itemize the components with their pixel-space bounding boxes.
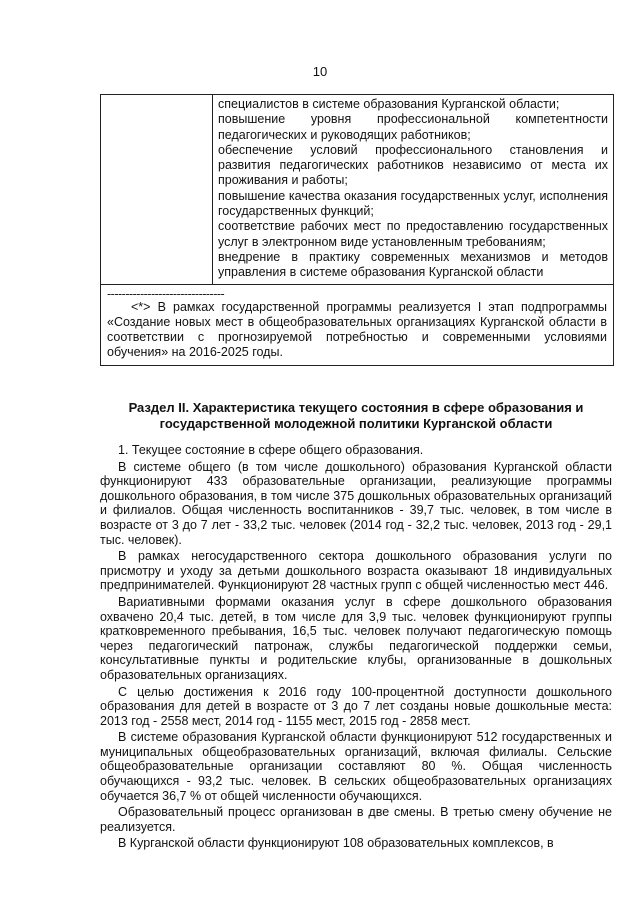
body-text [100,443,612,853]
table-cell-goals [213,95,613,284]
paragraph: С целью достижения к 2016 году 100-процентной доступности дошкольного образования для детей в возрасте от 3 до 7 лет созданы новые дошкольные места: 2013 год - 2558 мест, 2014 год - 1155 мест, 2015 год - 2858 мест. [100,684,612,728]
paragraph: В системе общего (в том числе дошкольного) образования Курганской области функционируют 433 образовательные организации, реализующие программы дошкольного образования, в том числе 375 дошкольных образовательных организаций и филиалов. Общая численность воспитанников - 39,7 тыс. человек, в том числе в возрасте от 3 до 7 лет - 33,2 тыс. человек (2014 год - 32,2 тыс. человек, 2013 год - 29,1 тыс. человек). [100,459,612,547]
list-item: соответствие рабочих мест по предоставлению государственных услуг в электронном виде установленным требованиям; [218,219,608,249]
footnote-text: <*> В рамках государственной программы реализуется I этап подпрограммы «Создание новых мест в общеобразовательных организациях Курганской области в соответствии с прогнозируемой потребностью и современными условиями обучения» на 2016-2025 годы. [107,299,607,360]
paragraph: В Курганской области функционируют 108 образовательных комплексов, в [118,836,554,851]
section-title-line: Раздел II. Характеристика текущего состояния в сфере образования и [128,400,584,415]
table-footnote-row [101,285,613,365]
paragraph: 1. Текущее состояние в сфере общего образования. [118,443,424,457]
page-number: 10 [312,64,328,79]
goals-table [100,94,614,366]
list-item: обеспечение условий профессионального становления и развития педагогических работников независимо от места их проживания и работы; [218,142,608,188]
list-item: повышение качества оказания государственных услуг, исполнения государственных функций; [218,188,608,219]
table-row [101,95,613,285]
list-item: повышение уровня профессиональной компетентности педагогических и руководящих работников; [218,112,608,142]
section-title [100,400,612,432]
paragraph: В рамках негосударственного сектора дошкольного образования услуги по присмотру и уходу за детьми дошкольного возраста оказывают 18 индивидуальных предпринимателей. Функционируют 28 частных групп с общей численностью мест 446. [100,549,612,593]
paragraph: В системе образования Курганской области функционируют 512 государственных и муниципальных общеобразовательных организаций, включая филиалы. Сельские общеобразовательные организации составляют 80 %. Общая численность обучающихся - 93,2 тыс. человек. В сельских общеобразовательных организациях обучается 36,7 % от общей численности обучающихся. [100,730,612,803]
table-cell-empty [101,95,213,284]
paragraph: Вариативными формами оказания услуг в сфере дошкольного образования охвачено 20,4 тыс. детей, в том числе для 3,9 тыс. человек функционируют группы кратковременного пребывания, 16,5 тыс. человек получают педагогическую помощь через педагогический патронаж, службы педагогической поддержки семьи, консультативные пункты и родительские клубы, организованные в дошкольных образовательных организациях. [100,594,612,682]
list-item: внедрение в практику современных механизмов и методов управления в системе образования Курганской области [218,249,608,280]
list-item: специалистов в системе образования Курганской области; [218,97,560,111]
footnote-rule: -------------------------------- [107,286,225,301]
section-title-line: государственной молодежной политики Курганской области [159,416,553,431]
paragraph: Образовательный процесс организован в две смены. В третью смену обучение не реализуется. [100,805,612,834]
